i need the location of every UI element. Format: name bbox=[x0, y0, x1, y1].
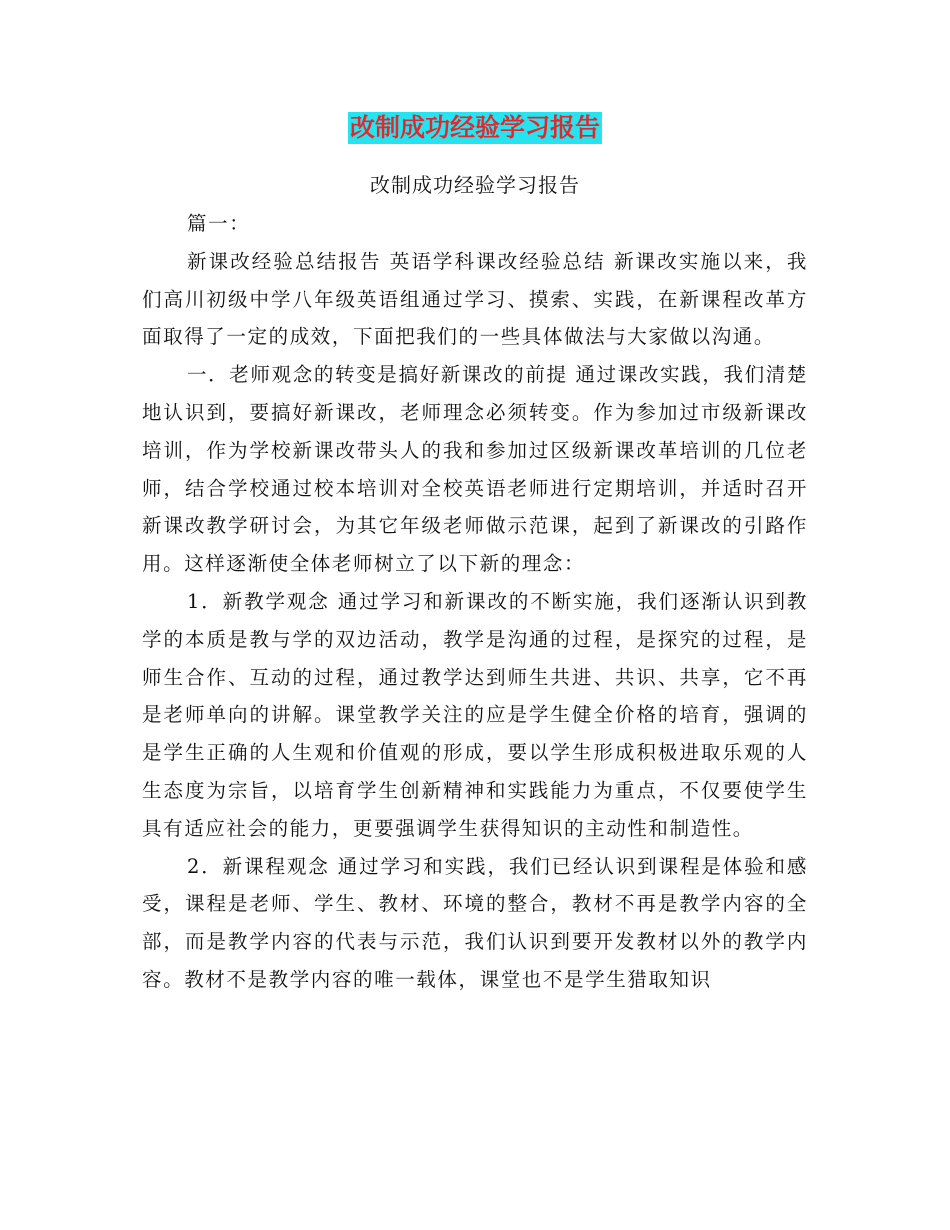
document-subtitle: 改制成功经验学习报告 bbox=[370, 173, 580, 197]
title-container bbox=[0, 112, 950, 144]
paragraph-curriculum-concept: 2．新课程观念 通过学习和实践，我们已经认识到课程是体验和感受，课程是老师、学生、教材、环境的整合，教材不再是教学内容的全部，而是教学内容的代表与示范，我们认识到要开发教材以外的教学内容。教材不是教学内容的唯一载体，课堂也不是学生猎取知识 bbox=[142, 854, 808, 991]
paragraph-teacher-concept: 一．老师观念的转变是搞好新课改的前提 通过课改实践，我们清楚地认识到，要搞好新课改，老师理念必须转变。作为参加过市级新课改培训，作为学校新课改带头人的我和参加过区级新课改革培训的几位老师，结合学校通过校本培训对全校英语老师进行定期培训，并适时召开新课改教学研讨会，为其它年级老师做示范课，起到了新课改的引路作用。这样逐渐使全体老师树立了以下新的理念： bbox=[142, 363, 808, 576]
document-title: 改制成功经验学习报告 bbox=[349, 113, 600, 142]
paragraph-intro: 新课改经验总结报告 英语学科课改经验总结 新课改实施以来，我们高川初级中学八年级英语组通过学习、摸索、实践，在新课程改革方面取得了一定的成效，下面把我们的一些具体做法与大家做以沟通。 bbox=[142, 249, 808, 349]
paragraph-teaching-concept: 1．新教学观念 通过学习和新课改的不断实施，我们逐渐认识到教学的本质是教与学的双边活动，教学是沟通的过程，是探究的过程，是师生合作、互动的过程，通过教学达到师生共进、共识、共享，它不再是老师单向的讲解。课堂教学关注的应是学生健全价格的培育，强调的是学生正确的人生观和价值观的形成，要以学生形成积极进取乐观的人生态度为宗旨，以培育学生创新精神和实践能力为重点，不仅要使学生具有适应社会的能力，更要强调学生获得知识的主动性和制造性。 bbox=[142, 589, 808, 840]
document-body bbox=[142, 205, 808, 999]
paragraph-section-label: 篇一： bbox=[187, 212, 251, 235]
